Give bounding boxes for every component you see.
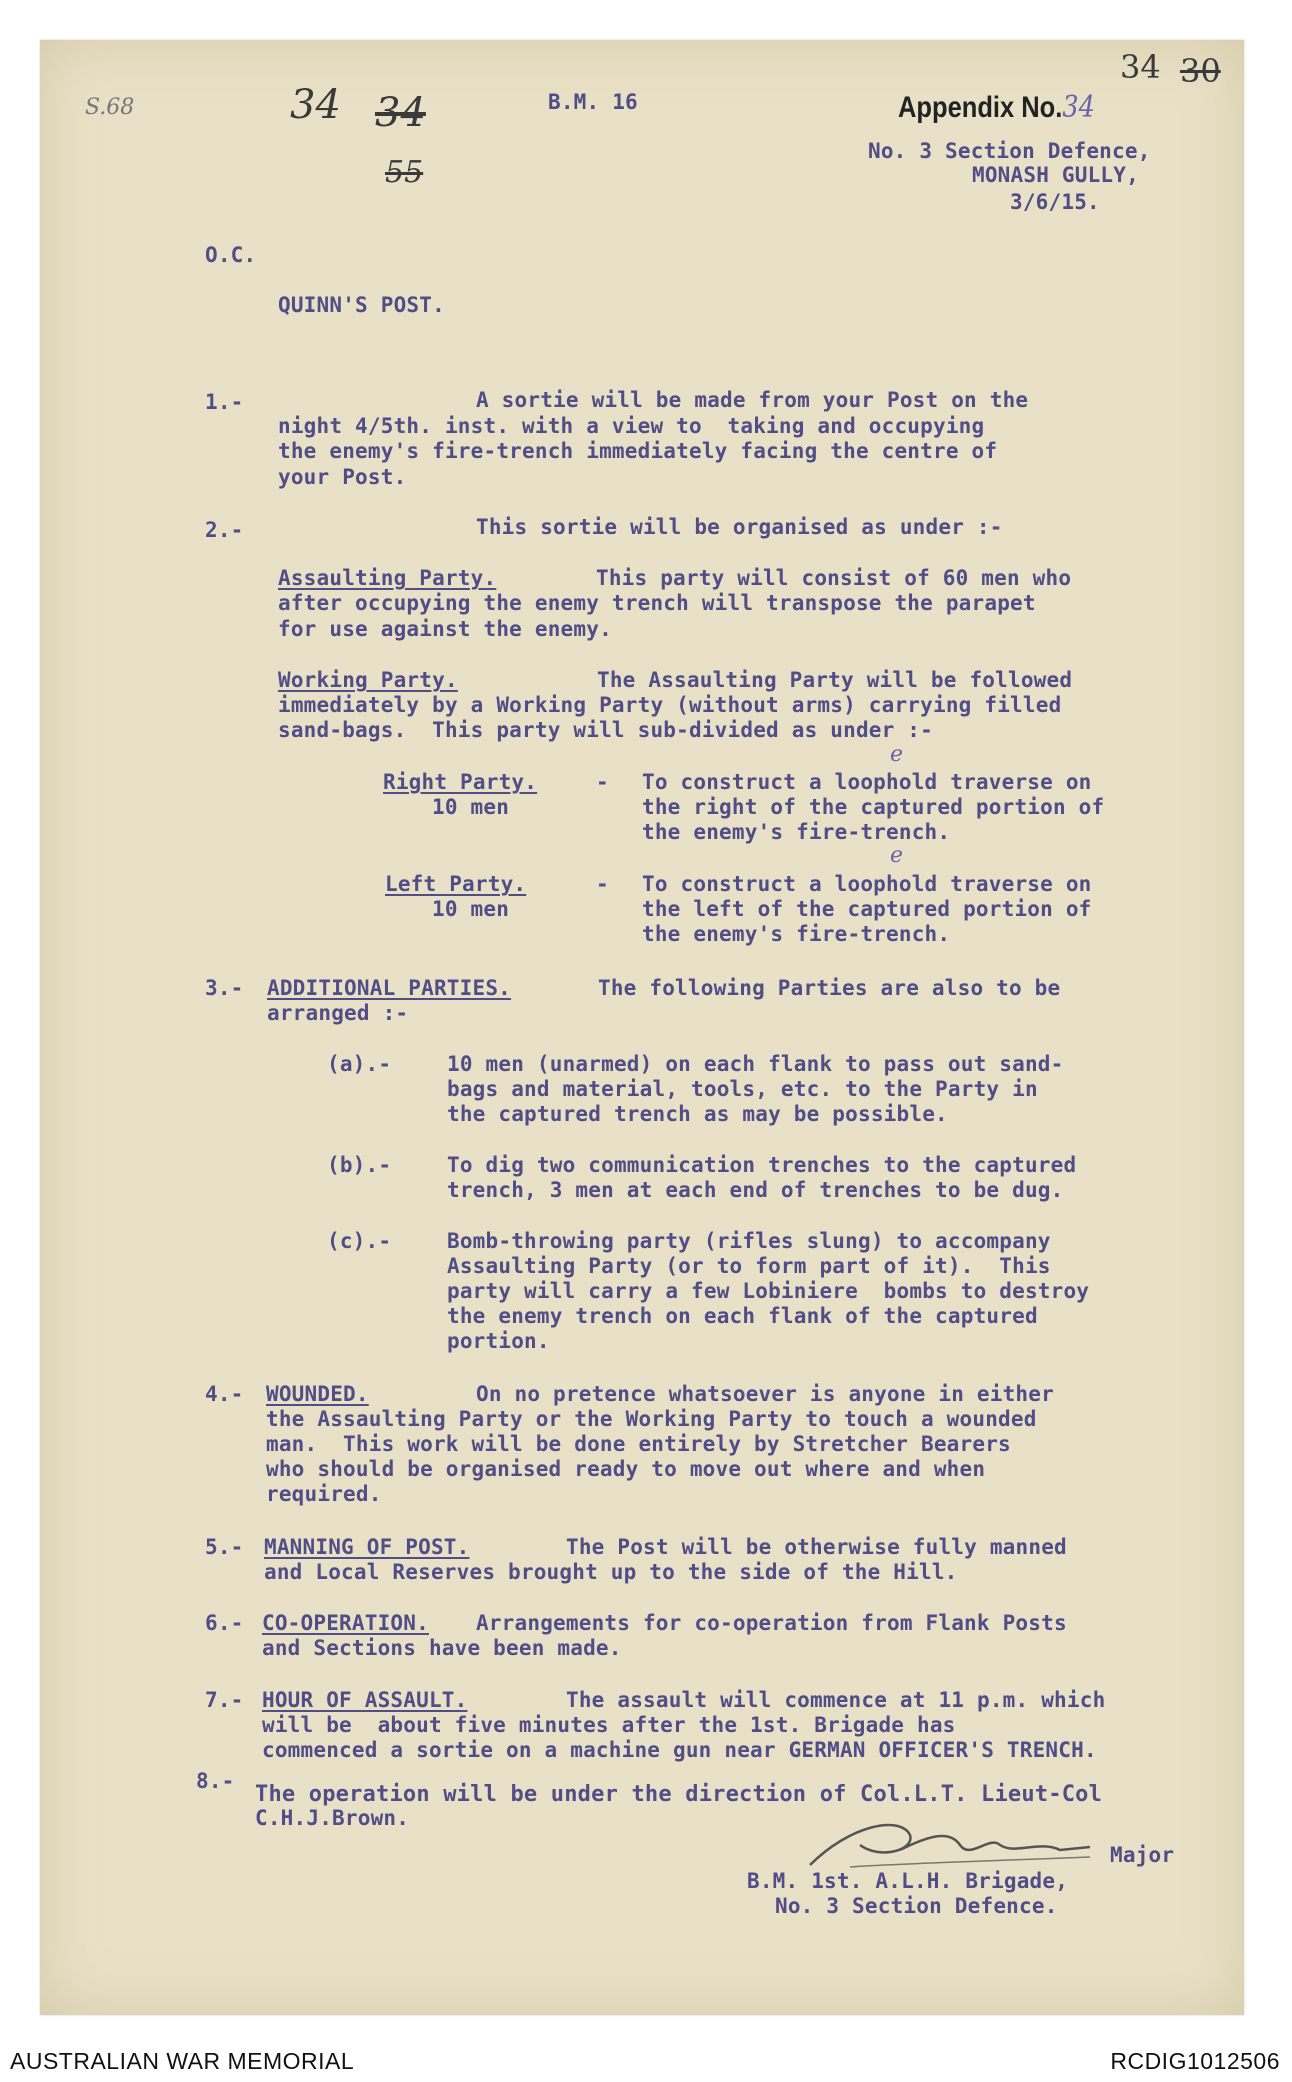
assaulting-line-2: after occupying the enemy trench will transpose the parapet: [278, 591, 1036, 615]
right-line-3: the enemy's fire-trench.: [642, 820, 951, 844]
hand-correction-left: e: [890, 843, 904, 868]
para3-intro-line-2: arranged :-: [267, 1001, 409, 1025]
item-b-label: (b).-: [327, 1153, 392, 1177]
para5-line-2: and Local Reserves brought up to the side of the Hill.: [264, 1560, 958, 1584]
wounded-heading: WOUNDED.: [266, 1382, 369, 1406]
para6-number: 6.-: [205, 1611, 244, 1635]
para7-line-2: will be about five minutes after the 1st. Brigade has: [262, 1713, 956, 1737]
right-party-dash: -: [596, 770, 609, 794]
right-line-2: the right of the captured portion of: [642, 795, 1105, 819]
assaulting-line-1: This party will consist of 60 men who: [596, 566, 1072, 590]
para4-line-5: required.: [266, 1482, 382, 1506]
hand-correction-right: e: [890, 742, 904, 767]
additional-parties-heading: ADDITIONAL PARTIES.: [267, 976, 512, 1000]
cooperation-heading: CO-OPERATION.: [262, 1611, 429, 1635]
para1-line-4: your Post.: [278, 465, 407, 489]
item-c-line-3: party will carry a few Lobiniere bombs to destroy: [447, 1279, 1090, 1303]
reference-number: B.M. 16: [548, 90, 638, 114]
right-party-men: 10 men: [432, 795, 510, 819]
item-c-label: (c).-: [327, 1229, 392, 1253]
appendix-stamp: [898, 90, 1095, 125]
manning-heading: MANNING OF POST.: [264, 1535, 470, 1559]
addressee-post: QUINN'S POST.: [278, 293, 445, 317]
left-line-3: the enemy's fire-trench.: [642, 922, 951, 946]
footer-identifier: RCDIG1012506: [1110, 2048, 1280, 2074]
para3-intro: The following Parties are also to be: [598, 976, 1061, 1000]
item-c-line-5: portion.: [447, 1329, 550, 1353]
working-line-2: immediately by a Working Party (without arms) carrying filled: [278, 693, 1062, 717]
para1-number: 1.-: [205, 390, 244, 414]
hour-heading: HOUR OF ASSAULT.: [262, 1688, 468, 1712]
para4-line-2: the Assaulting Party or the Working Party to touch a wounded: [266, 1407, 1037, 1431]
item-c-line-1: Bomb-throwing party (rifles slung) to accompany: [447, 1229, 1051, 1253]
signature-title-2: No. 3 Section Defence.: [775, 1894, 1058, 1918]
sender-line-1: No. 3 Section Defence,: [868, 139, 1151, 163]
para2-number: 2.-: [205, 518, 244, 542]
left-line-2: the left of the captured portion of: [642, 897, 1092, 921]
para7-number: 7.-: [205, 1688, 244, 1712]
para1-line-2: night 4/5th. inst. with a view to taking and occupying: [278, 414, 985, 438]
page-number-crossed-lower: 55: [385, 155, 424, 190]
item-a-line-3: the captured trench as may be possible.: [447, 1102, 948, 1126]
working-line-3: sand-bags. This party will sub-divided as under :-: [278, 718, 933, 742]
footer-institution: AUSTRALIAN WAR MEMORIAL: [10, 2048, 355, 2074]
signature-rank: Major: [1110, 1843, 1175, 1867]
item-c-line-4: the enemy trench on each flank of the captured: [447, 1304, 1038, 1328]
left-party-heading: Left Party.: [385, 872, 527, 896]
para1-line-1: A sortie will be made from your Post on the: [476, 388, 1029, 412]
para6-line-2: and Sections have been made.: [262, 1636, 622, 1660]
para7-line-3: commenced a sortie on a machine gun near GERMAN OFFICER'S TRENCH.: [262, 1738, 1097, 1762]
para5-line-1: The Post will be otherwise fully manned: [566, 1535, 1067, 1559]
item-b-line-2: trench, 3 men at each end of trenches to be dug.: [447, 1178, 1064, 1202]
top-right-number: 34: [1120, 48, 1161, 86]
para8-line-2: C.H.J.Brown.: [255, 1806, 410, 1830]
para4-line-3: man. This work will be done entirely by Stretcher Bearers: [266, 1432, 1011, 1456]
assaulting-party-heading: Assaulting Party.: [278, 566, 497, 590]
para8-line-1: The operation will be under the direction of Col.L.T. Lieut-Col: [255, 1782, 1103, 1807]
para4-number: 4.-: [205, 1382, 244, 1406]
signature-title-1: B.M. 1st. A.L.H. Brigade,: [747, 1869, 1069, 1893]
para8-number: 8.-: [196, 1769, 235, 1793]
item-a-label: (a).-: [327, 1052, 392, 1076]
item-c-line-2: Assaulting Party (or to form part of it). This: [447, 1254, 1051, 1278]
top-right-crossed: 30: [1180, 52, 1221, 90]
para7-line-1: The assault will commence at 11 p.m. which: [566, 1688, 1106, 1712]
working-party-heading: Working Party.: [278, 668, 458, 692]
para2-intro: This sortie will be organised as under :-: [476, 515, 1003, 539]
pencil-note-top-left: S.68: [85, 95, 135, 120]
addressee-oc: O.C.: [205, 243, 257, 267]
item-b-line-1: To dig two communication trenches to the captured: [447, 1153, 1077, 1177]
document-date: 3/6/15.: [1010, 190, 1100, 214]
page-number-crossed: 34: [375, 90, 426, 136]
para6-line-1: Arrangements for co-operation from Flank Posts: [476, 1611, 1067, 1635]
appendix-number: 34: [1062, 90, 1095, 125]
left-line-1: To construct a loophold traverse on: [642, 872, 1092, 896]
para1-line-3: the enemy's fire-trench immediately facing the centre of: [278, 439, 998, 463]
para5-number: 5.-: [205, 1535, 244, 1559]
sender-line-2: MONASH GULLY,: [972, 163, 1139, 187]
left-party-men: 10 men: [432, 897, 510, 921]
left-party-dash: -: [596, 872, 609, 896]
item-a-line-1: 10 men (unarmed) on each flank to pass out sand-: [447, 1052, 1064, 1076]
para3-number: 3.-: [205, 976, 244, 1000]
item-a-line-2: bags and material, tools, etc. to the Party in: [447, 1077, 1038, 1101]
page-number-pencil: 34: [290, 82, 341, 128]
assaulting-line-3: for use against the enemy.: [278, 617, 612, 641]
working-line-1: The Assaulting Party will be followed: [597, 668, 1073, 692]
right-party-heading: Right Party.: [383, 770, 538, 794]
para4-line-4: who should be organised ready to move out where and when: [266, 1457, 986, 1481]
appendix-label: Appendix No.: [898, 91, 1063, 124]
para4-line-1: On no pretence whatsoever is anyone in either: [476, 1382, 1054, 1406]
right-line-1: To construct a loophold traverse on: [642, 770, 1092, 794]
